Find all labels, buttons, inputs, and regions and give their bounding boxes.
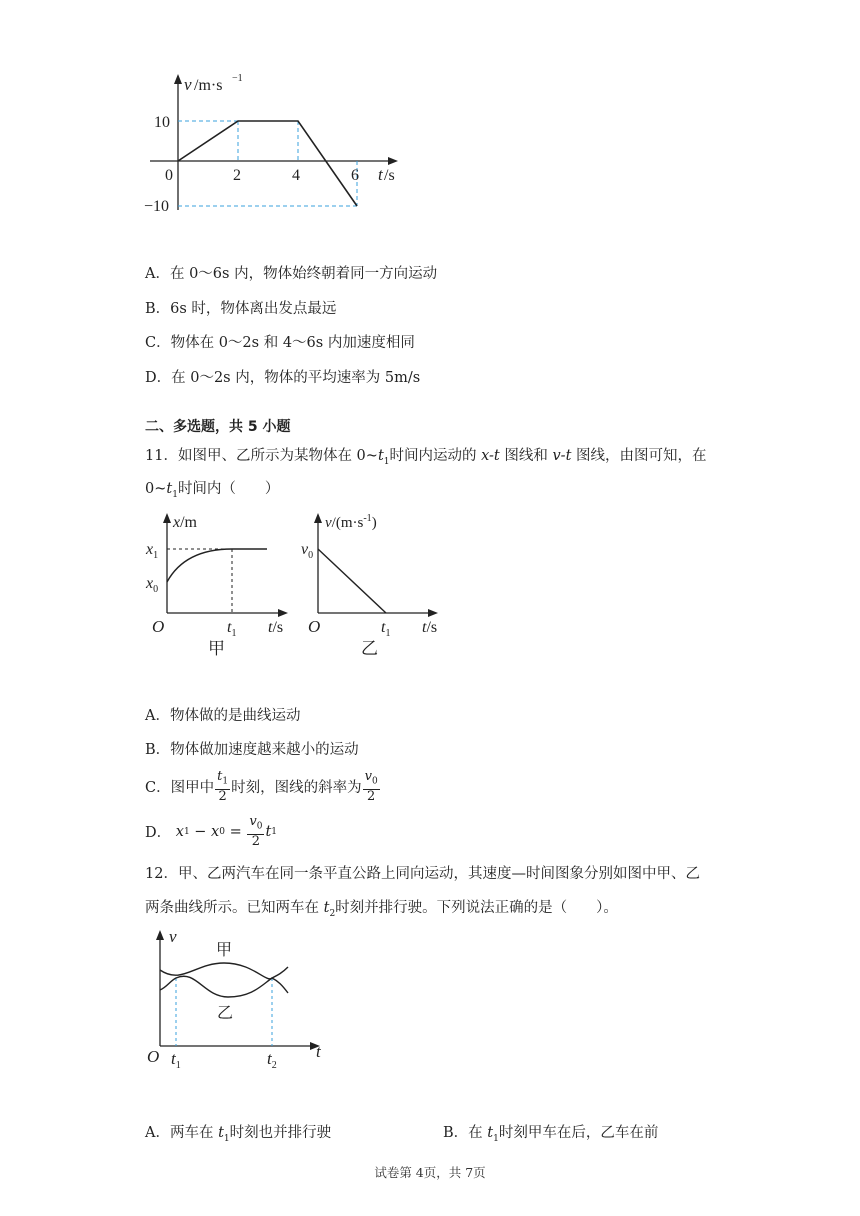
- q12-opt-a-text: 时刻也并排行驶: [229, 1125, 332, 1141]
- y-label: v: [169, 927, 177, 946]
- opt-c-mid: 时刻，图线的斜率为: [231, 780, 362, 797]
- opt-d-pre: D．: [145, 825, 172, 842]
- xt-graph-jia: [140, 508, 300, 658]
- label-yi: 乙: [217, 1005, 234, 1022]
- q11-text: 图线和: [499, 448, 553, 464]
- tick-6: 6: [351, 167, 359, 184]
- y-label: x/m: [173, 514, 197, 531]
- x-label: t/s: [422, 619, 438, 636]
- q12-opt-a-t: t: [218, 1125, 224, 1141]
- q11-option-d: [145, 815, 277, 849]
- q11-t-sub: 1: [172, 489, 178, 500]
- frac-num: v: [364, 769, 372, 784]
- q10-option-d: D．在 0～2s 内，物体的平均速率为 5m/s: [145, 370, 421, 386]
- y-axis-arrow: [163, 513, 171, 523]
- tick-t1: $t_1$: [171, 1049, 181, 1071]
- q11-text: 图线，由图可知，在: [571, 448, 707, 464]
- q12-opt-b-text: B．在: [443, 1125, 488, 1141]
- section-heading: 二、多选题，共 5 小题: [145, 419, 291, 435]
- q11-vt: v-t: [552, 448, 572, 464]
- frac-num-sub: 0: [371, 776, 378, 787]
- q11-xt: x-t: [481, 448, 500, 464]
- y-axis-arrow: [174, 74, 182, 84]
- vt-graph-yi: [298, 508, 448, 658]
- vt-graph-q10: [140, 70, 410, 220]
- q12-t: t: [323, 900, 330, 916]
- tick-x0: $x_0$: [146, 575, 159, 595]
- y-axis-arrow: [314, 513, 322, 523]
- x0: x: [211, 823, 220, 840]
- frac-den: 2: [251, 833, 261, 849]
- tick-t2: $t_2$: [267, 1049, 277, 1071]
- tick-0: 0: [165, 167, 173, 184]
- y-label: $v/(m\cdot s^{-1})$: [325, 513, 377, 531]
- q12-text: 两条曲线所示。已知两车在: [145, 900, 324, 916]
- velocity-line: [178, 121, 357, 206]
- q11-stem-line2: [145, 477, 279, 500]
- q12-opt-b-t-sub: 1: [493, 1133, 499, 1144]
- xt-curve: [167, 549, 267, 582]
- q10-option-a: A．在 0～6s 内，物体始终朝着同一方向运动: [145, 266, 438, 282]
- q12-text: 时刻并排行驶。下列说法正确的是（ ）。: [335, 900, 618, 916]
- fraction-v0-over-2: [247, 815, 264, 849]
- q11-option-a: A．物体做的是曲线运动: [145, 708, 301, 724]
- fraction-v0-over-2: [363, 770, 380, 804]
- q12-stem-line2: [145, 896, 618, 919]
- q10-option-b: B．6s 时，物体离出发点最远: [145, 301, 337, 317]
- q11-text: 时间内运动的: [389, 448, 482, 464]
- page-footer: 试卷第 4页，共 7页: [374, 1165, 486, 1180]
- q11-text: 时间内（ ）: [177, 481, 280, 497]
- origin: O: [147, 1047, 160, 1066]
- origin: O: [152, 617, 165, 636]
- tick-t1: $t_1$: [381, 619, 391, 639]
- tick-t1: $t_1$: [227, 619, 237, 639]
- x-label-unit: /s: [384, 167, 395, 184]
- y-label-v: v: [184, 75, 192, 94]
- q11-text: 0~: [145, 481, 167, 497]
- q12-t-sub: 2: [329, 908, 336, 919]
- tick-x1: $x_1$: [146, 541, 159, 561]
- q12-stem-line1: 12．甲、乙两汽车在同一条平直公路上同向运动，其速度—时间图象分别如图中甲、乙: [145, 866, 700, 882]
- q12-option-a: [145, 1121, 331, 1144]
- tick-10: 10: [154, 114, 170, 131]
- q11-stem-line1: [145, 444, 707, 467]
- x-axis-arrow: [428, 609, 438, 617]
- y-axis-arrow: [156, 930, 164, 940]
- tick-neg10: −10: [144, 198, 170, 215]
- tick-v0: $v_0$: [301, 541, 314, 561]
- q11-t: t: [377, 448, 384, 464]
- origin: O: [308, 617, 321, 636]
- q11-t: t: [166, 481, 173, 497]
- q12-opt-a-t-sub: 1: [223, 1133, 230, 1144]
- x1: x: [175, 823, 184, 840]
- caption-jia: 甲: [208, 639, 225, 658]
- x-axis-arrow: [278, 609, 288, 617]
- q10-option-c: C．物体在 0～2s 和 4～6s 内加速度相同: [145, 335, 415, 351]
- frac-den: 2: [366, 788, 376, 804]
- q11-option-c: [145, 770, 381, 804]
- x1-sub: 1: [183, 826, 190, 837]
- x-label: t: [316, 1042, 321, 1061]
- frac-num: v: [249, 814, 257, 829]
- frac-num-sub: 0: [256, 821, 263, 832]
- frac-den: 2: [218, 788, 227, 804]
- x0-sub: 0: [219, 826, 225, 837]
- vt-graph-q12: [140, 925, 340, 1075]
- x-label-t: t: [378, 165, 383, 184]
- q12-opt-b-t: t: [487, 1125, 494, 1141]
- t1: t: [265, 823, 272, 840]
- label-jia: 甲: [216, 942, 233, 959]
- q12-opt-b-text: 时刻甲车在后，乙车在前: [498, 1125, 659, 1141]
- t1-sub: 1: [271, 826, 277, 837]
- q11-t-sub: 1: [383, 456, 390, 467]
- tick-2: 2: [233, 167, 241, 184]
- equals: =: [224, 823, 247, 840]
- minus: −: [189, 823, 212, 840]
- y-label-exp: −1: [232, 73, 243, 84]
- vt-line: [318, 549, 386, 613]
- frac-num-sub: 1: [222, 776, 229, 787]
- q11-option-b: B．物体做加速度越来越小的运动: [145, 742, 359, 758]
- frac-num: t: [217, 769, 223, 784]
- x-label: t/s: [268, 619, 284, 636]
- x-axis-arrow: [388, 157, 398, 165]
- fraction-t1-over-2: [215, 770, 230, 804]
- q12-option-b: [443, 1121, 658, 1144]
- q11-text: 11．如图甲、乙所示为某物体在 0~: [145, 448, 378, 464]
- caption-yi: 乙: [361, 639, 378, 658]
- tick-4: 4: [292, 167, 300, 184]
- opt-c-pre: C．图甲中: [145, 780, 215, 797]
- y-label-unit: /m·s: [194, 77, 223, 94]
- q12-opt-a-text: A．两车在: [145, 1125, 219, 1141]
